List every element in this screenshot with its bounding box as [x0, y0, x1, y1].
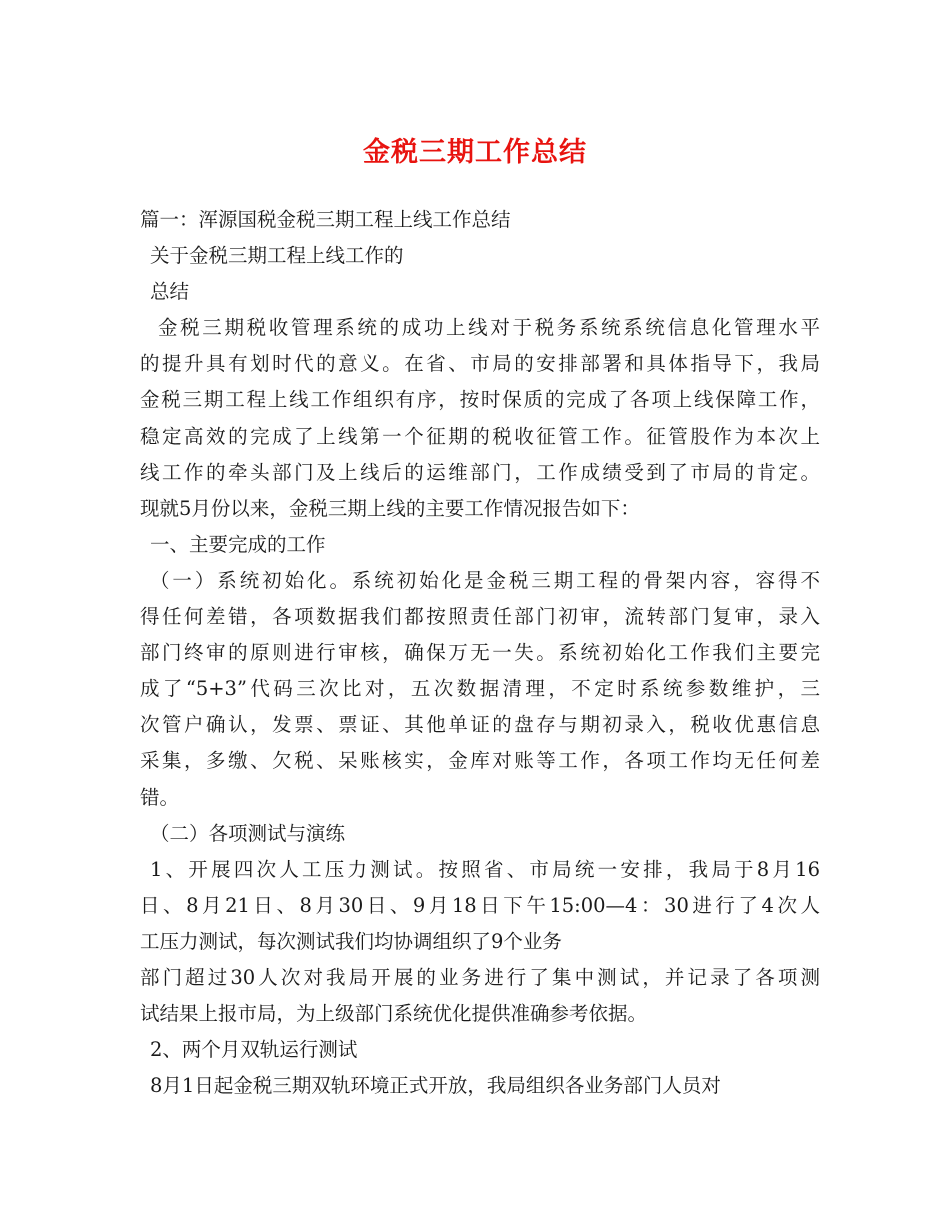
paragraph-line: 稳定高效的完成了上线第一个征期的税收征管工作。征管股作为本次上 — [140, 424, 820, 448]
section-heading: （二）各项测试与演练 — [150, 821, 346, 845]
paragraph-line: 日、8月21日、8月30日、9月18日下午15:00—4：30进行了4次人 — [140, 893, 820, 917]
paragraph-line: 错。 — [140, 785, 180, 809]
subtitle-line: 关于金税三期工程上线工作的 — [150, 244, 404, 268]
section-heading: 2、两个月双轨运行测试 — [150, 1038, 358, 1062]
paragraph-line: 现就5月份以来，金税三期上线的主要工作情况报告如下： — [140, 496, 640, 520]
paragraph-line: 采集，多缴、欠税、呆账核实，金库对账等工作，各项工作均无任何差 — [140, 749, 820, 773]
paragraph-line: 工压力测试，每次测试我们均协调组织了9个业务 — [140, 929, 562, 953]
paragraph-line: 8月1日起金税三期双轨环境正式开放，我局组织各业务部门人员对 — [150, 1074, 721, 1098]
paragraph-line: 金税三期工程上线工作组织有序，按时保质的完成了各项上线保障工作， — [140, 388, 820, 412]
subtitle-line: 总结 — [150, 280, 190, 304]
section-heading: 篇一：浑源国税金税三期工程上线工作总结 — [140, 208, 511, 231]
paragraph-line: 试结果上报市局，为上级部门系统优化提供准确参考依据。 — [140, 1002, 648, 1026]
paragraph-line: 部门终审的原则进行审核，确保万无一失。系统初始化工作我们主要完 — [140, 641, 820, 665]
document-body — [140, 202, 820, 1104]
paragraph-line: 次管户确认，发票、票证、其他单证的盘存与期初录入，税收优惠信息 — [140, 713, 820, 737]
paragraph-line: 的提升具有划时代的意义。在省、市局的安排部署和具体指导下，我局 — [140, 352, 820, 376]
paragraph-line: 线工作的牵头部门及上线后的运维部门，工作成绩受到了市局的肯定。 — [140, 460, 820, 484]
paragraph-line: 得任何差错，各项数据我们都按照责任部门初审，流转部门复审，录入 — [140, 605, 820, 629]
paragraph-line: 金税三期税收管理系统的成功上线对于税务系统系统信息化管理水平 — [158, 316, 820, 340]
document-title: 金税三期工作总结 — [363, 137, 587, 168]
paragraph-line: 部门超过30人次对我局开展的业务进行了集中测试，并记录了各项测 — [140, 965, 820, 989]
paragraph-line: （一）系统初始化。系统初始化是金税三期工程的骨架内容，容得不 — [150, 568, 820, 592]
paragraph-line: 1、开展四次人工压力测试。按照省、市局统一安排，我局于8月16 — [150, 857, 820, 881]
paragraph-line: 成了“5+3”代码三次比对，五次数据清理，不定时系统参数维护，三 — [140, 677, 820, 701]
section-heading: 一、主要完成的工作 — [150, 532, 326, 556]
